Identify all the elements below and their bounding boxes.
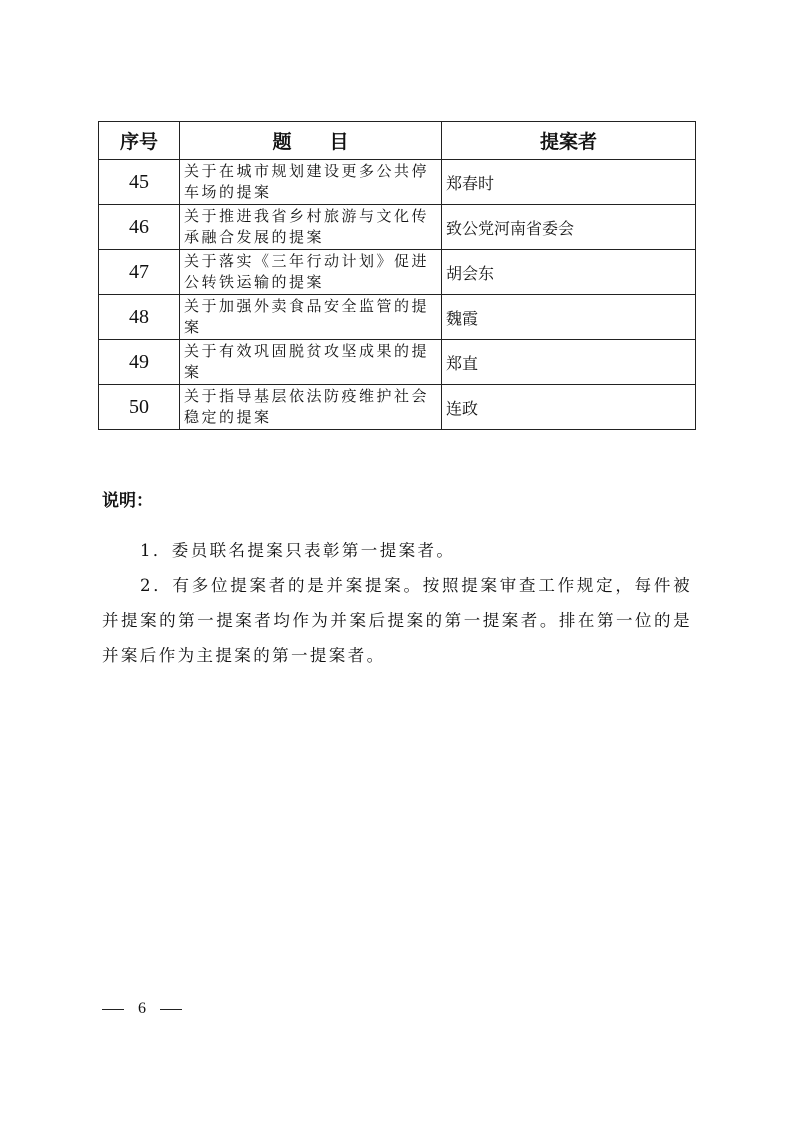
note-item: 2．有多位提案者的是并案提案。按照提案审查工作规定，每件被并提案的第一提案者均作为并案后提案的第一提案者。排在第一位的是并案后作为主提案的第一提案者。 (102, 576, 692, 665)
proposals-table (98, 121, 696, 430)
row-number: 49 (99, 340, 180, 385)
row-title: 关于有效巩固脱贫攻坚成果的提案 (180, 340, 442, 385)
row-author: 郑直 (442, 340, 696, 385)
table-row (99, 340, 696, 385)
table-row (99, 295, 696, 340)
note-item: 1．委员联名提案只表彰第一提案者。 (140, 541, 456, 560)
row-number: 45 (99, 160, 180, 205)
row-author: 胡会东 (442, 250, 696, 295)
row-title: 关于加强外卖食品安全监管的提案 (180, 295, 442, 340)
row-number: 48 (99, 295, 180, 340)
header-title: 题 目 (180, 122, 442, 160)
header-number: 序号 (99, 122, 180, 160)
notes-section (102, 486, 692, 673)
row-author: 郑春时 (442, 160, 696, 205)
row-author: 致公党河南省委会 (442, 205, 696, 250)
row-title: 关于指导基层依法防疫维护社会稳定的提案 (180, 385, 442, 430)
table-row (99, 250, 696, 295)
row-title: 关于在城市规划建设更多公共停车场的提案 (180, 160, 442, 205)
notes-heading: 说明： (102, 491, 153, 511)
row-number: 47 (99, 250, 180, 295)
row-title: 关于落实《三年行动计划》促进公转铁运输的提案 (180, 250, 442, 295)
row-title: 关于推进我省乡村旅游与文化传承融合发展的提案 (180, 205, 442, 250)
table-row (99, 385, 696, 430)
row-author: 魏霞 (442, 295, 696, 340)
page-number-text: 6 (138, 1000, 146, 1017)
dash-right (160, 1009, 182, 1010)
table-row (99, 160, 696, 205)
table-header-row (99, 122, 696, 160)
table-row (99, 205, 696, 250)
row-number: 46 (99, 205, 180, 250)
row-author: 连政 (442, 385, 696, 430)
header-author: 提案者 (442, 122, 696, 160)
row-number: 50 (99, 385, 180, 430)
dash-left (102, 1009, 124, 1010)
page-number (102, 1000, 182, 1018)
